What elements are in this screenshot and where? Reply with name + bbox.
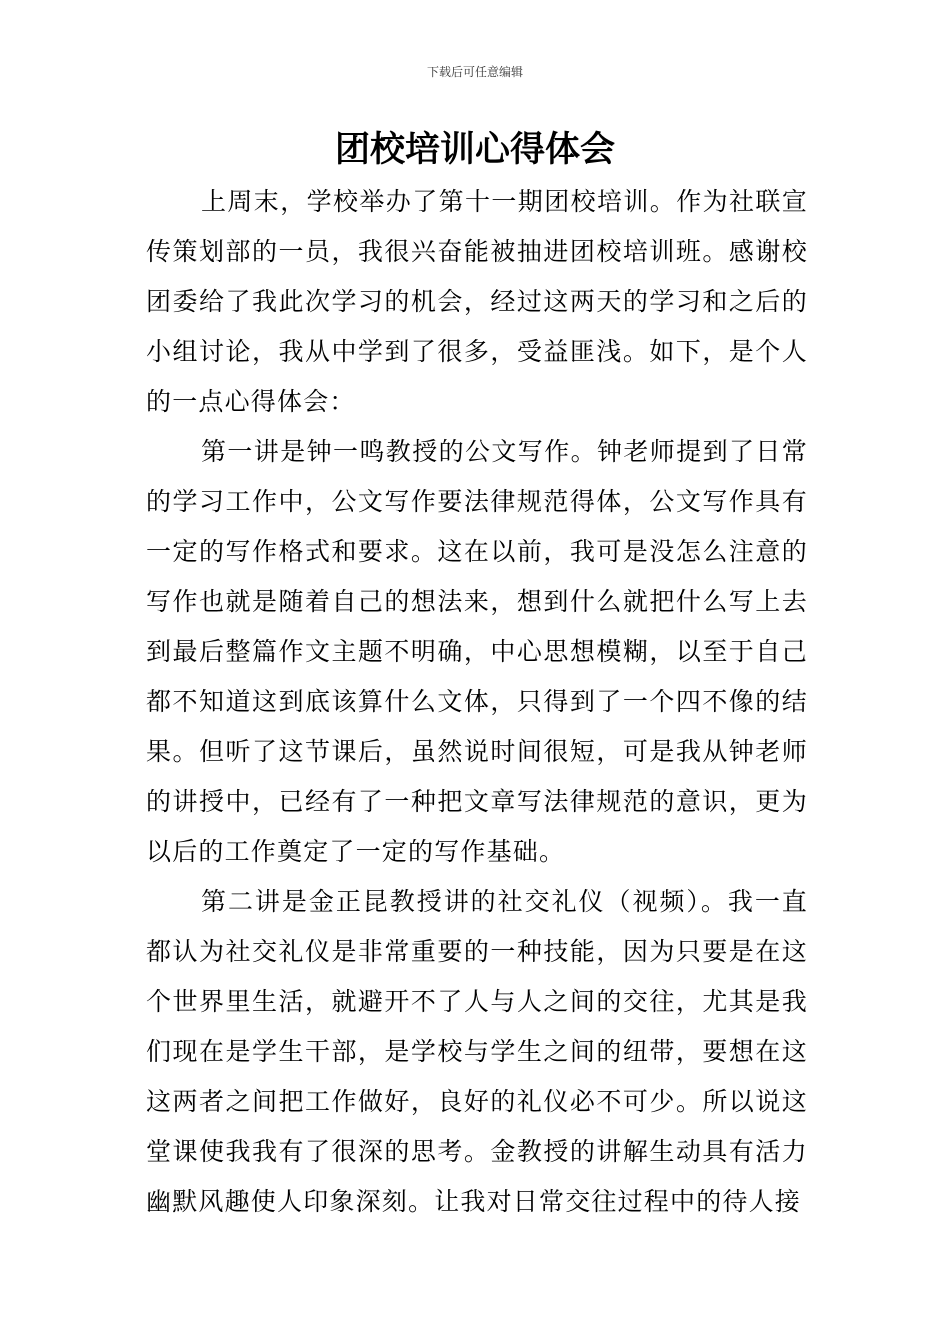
document-title: 团校培训心得体会 — [334, 130, 615, 170]
paragraph-lecture-two: 第二讲是金正昆教授讲的社交礼仪（视频）。我一直都认为社交礼仪是非常重要的一种技能，因为只要是在这个世界里生活，就避开不了人与人之间的交往，尤其是我们现在是学生干部，是学校与学生之间的纽带，要想在这这两者之间把工作做好，良好的礼仪必不可少。所以说这堂课使我我有了很深的思考。金教授的讲解生动具有活力幽默风趣使人印象深刻。让我对日常交往过程中的待人接 — [146, 887, 808, 1216]
header-note: 下载后可任意编辑 — [426, 65, 523, 79]
document-body — [146, 177, 808, 1227]
paragraph-lecture-one: 第一讲是钟一鸣教授的公文写作。钟老师提到了日常的学习工作中，公文写作要法律规范得体，公文写作具有一定的写作格式和要求。这在以前，我可是没怎么注意的写作也就是随着自己的想法来，想到什么就把什么写上去到最后整篇作文主题不明确，中心思想模糊，以至于自己都不知道这到底该算什么文体，只得到了一个四不像的结果。但听了这节课后，虽然说时间很短，可是我从钟老师的讲授中，已经有了一种把文章写法律规范的意识，更为以后的工作奠定了一定的写作基础。 — [146, 437, 808, 866]
paragraph-intro: 上周末，学校举办了第十一期团校培训。作为社联宣传策划部的一员，我很兴奋能被抽进团校培训班。感谢校团委给了我此次学习的机会，经过这两天的学习和之后的小组讨论，我从中学到了很多，受益匪浅。如下，是个人的一点心得体会： — [146, 187, 808, 416]
